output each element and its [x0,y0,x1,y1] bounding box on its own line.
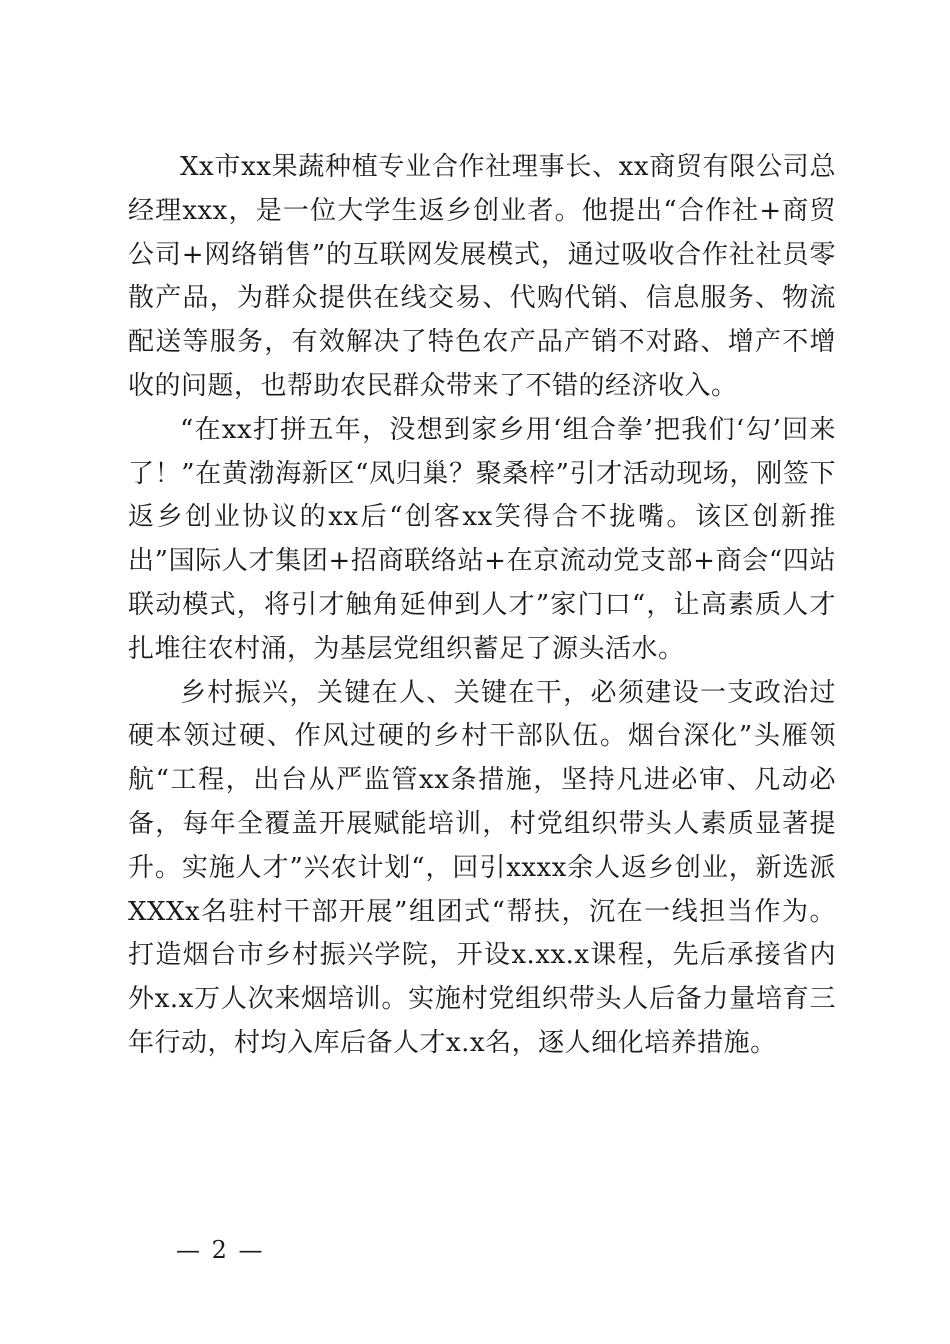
paragraph-3: 乡村振兴，关键在人、关键在干，必须建设一支政治过硬本领过硬、作风过硬的乡村干部队伍。烟台深化”头雁领航“工程，出台从严监管xx条措施，坚持凡进必审、凡动必备，每年全覆盖开展赋能培训，村党组织带头人素质显著提升。实施人才”兴农计划“，回引xxxx余人返乡创业，新选派XXXx名驻村干部开展”组团式“帮扶，沉在一线担当作为。打造烟台市乡村振兴学院，开设x.xx.x课程，先后承接省内外x.x万人次来烟培训。实施村党组织带头人后备力量培育三年行动，村均入库后备人才x.x名，逐人细化培养措施。 [128,677,836,1058]
paragraph-2: “在xx打拼五年，没想到家乡用‘组合拳’把我们‘勾’回来了！”在黄渤海新区“凤归巢？聚桑梓”引才活动现场，刚签下返乡创业协议的xx后“创客xx笑得合不拢嘴。该区创新推出”国际人才集团+招商联络站+在京流动党支部+商会“四站联动模式，将引才触角延伸到人才”家门口“，让高素质人才扎堆往农村涌，为基层党组织蓄足了源头活水。 [128,414,836,664]
document-body [128,146,836,1066]
paragraph-1: Xx市xx果蔬种植专业合作社理事长、xx商贸有限公司总经理xxx，是一位大学生返乡创业者。他提出“合作社+商贸公司+网络销售”的互联网发展模式，通过吸收合作社社员零散产品，为群众提供在线交易、代购代销、信息服务、物流配送等服务，有效解决了特色农产品产销不对路、增产不增收的问题，也帮助农民群众带来了不错的经济收入。 [128,152,836,401]
page-number: — 2 — [176,1236,265,1264]
